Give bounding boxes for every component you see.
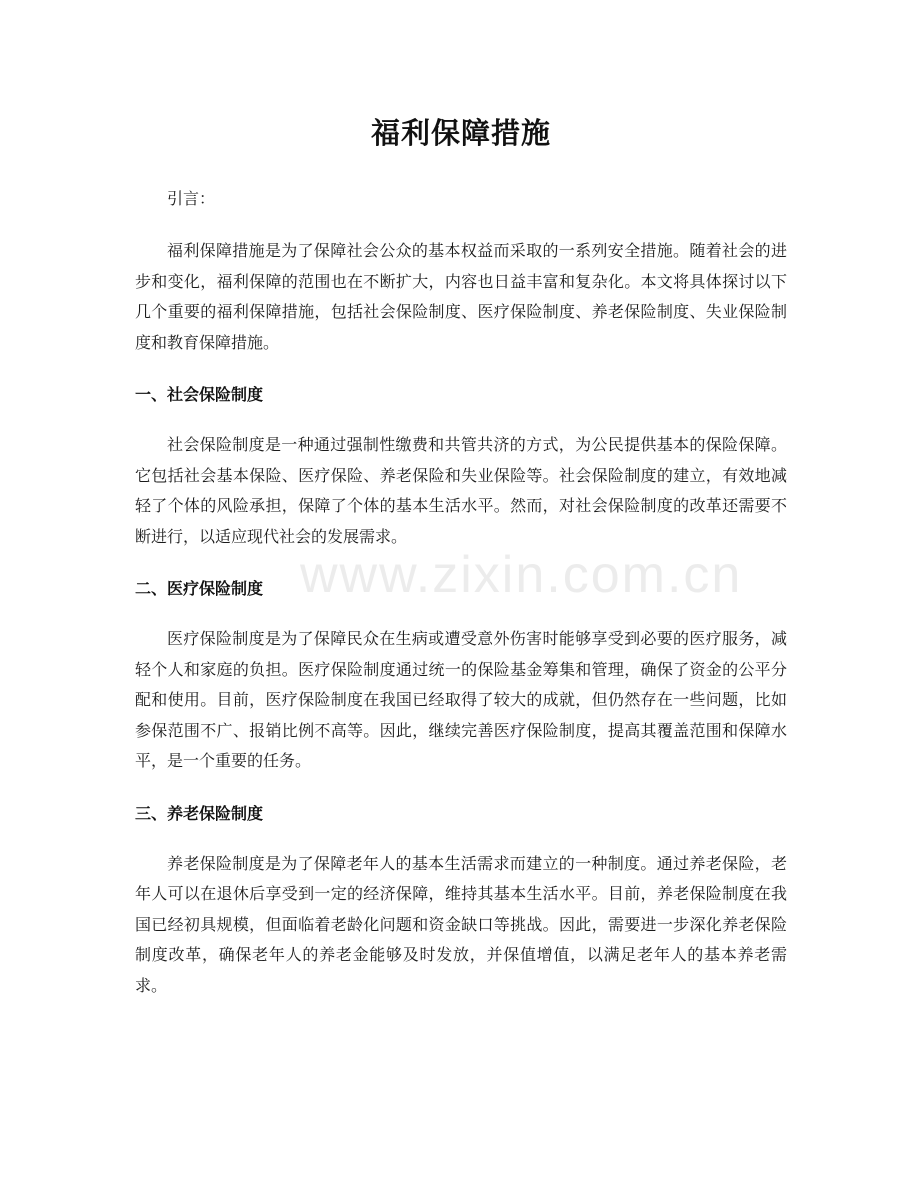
section-heading: 三、养老保险制度 xyxy=(135,803,264,823)
document-page xyxy=(135,0,787,1001)
section-heading: 二、医疗保险制度 xyxy=(135,579,264,598)
watermark: www.zixin.com.cn xyxy=(300,546,743,604)
intro-paragraph: 福利保障措施是为了保障社会公众的基本权益而采取的一系列安全措施。随着社会的进步和变化，福利保障的范围也在不断扩大，内容也日益丰富和复杂化。本文将具体探讨以下几个重要的福利保障措施，包括社会保险制度、医疗保险制度、养老保险制度、失业保险制度和教育保障措施。 xyxy=(135,241,787,352)
section-heading: 一、社会保险制度 xyxy=(135,385,264,404)
intro-label: 引言： xyxy=(167,189,216,208)
section-medical-insurance xyxy=(135,574,787,777)
section-body: 医疗保险制度是为了保障民众在生病或遭受意外伤害时能够享受到必要的医疗服务，减轻个人和家庭的负担。医疗保险制度通过统一的保险基金筹集和管理，确保了资金的公平分配和使用。目前，医疗保险制度在我国已经取得了较大的成就，但仍然存在一些问题，比如参保范围不广、报销比例不高等。因此，继续完善医疗保险制度，提高其覆盖范围和保障水平，是一个重要的任务。 xyxy=(135,629,787,770)
section-social-insurance xyxy=(135,380,787,552)
section-pension-insurance xyxy=(135,799,787,1002)
section-body: 养老保险制度是为了保障老年人的基本生活需求而建立的一种制度。通过养老保险，老年人可以在退休后享受到一定的经济保障，维持其基本生活水平。目前，养老保险制度在我国已经初具规模，但面临着老龄化问题和资金缺口等挑战。因此，需要进一步深化养老保险制度改革，确保老年人的养老金能够及时发放，并保值增值，以满足老年人的基本养老需求。 xyxy=(135,853,787,995)
document-title: 福利保障措施 xyxy=(370,116,551,150)
section-body: 社会保险制度是一种通过强制性缴费和共管共济的方式，为公民提供基本的保险保障。它包括社会基本保险、医疗保险、养老保险和失业保险等。社会保险制度的建立，有效地减轻了个体的风险承担，保障了个体的基本生活水平。然而，对社会保险制度的改革还需要不断进行，以适应现代社会的发展需求。 xyxy=(135,435,787,546)
